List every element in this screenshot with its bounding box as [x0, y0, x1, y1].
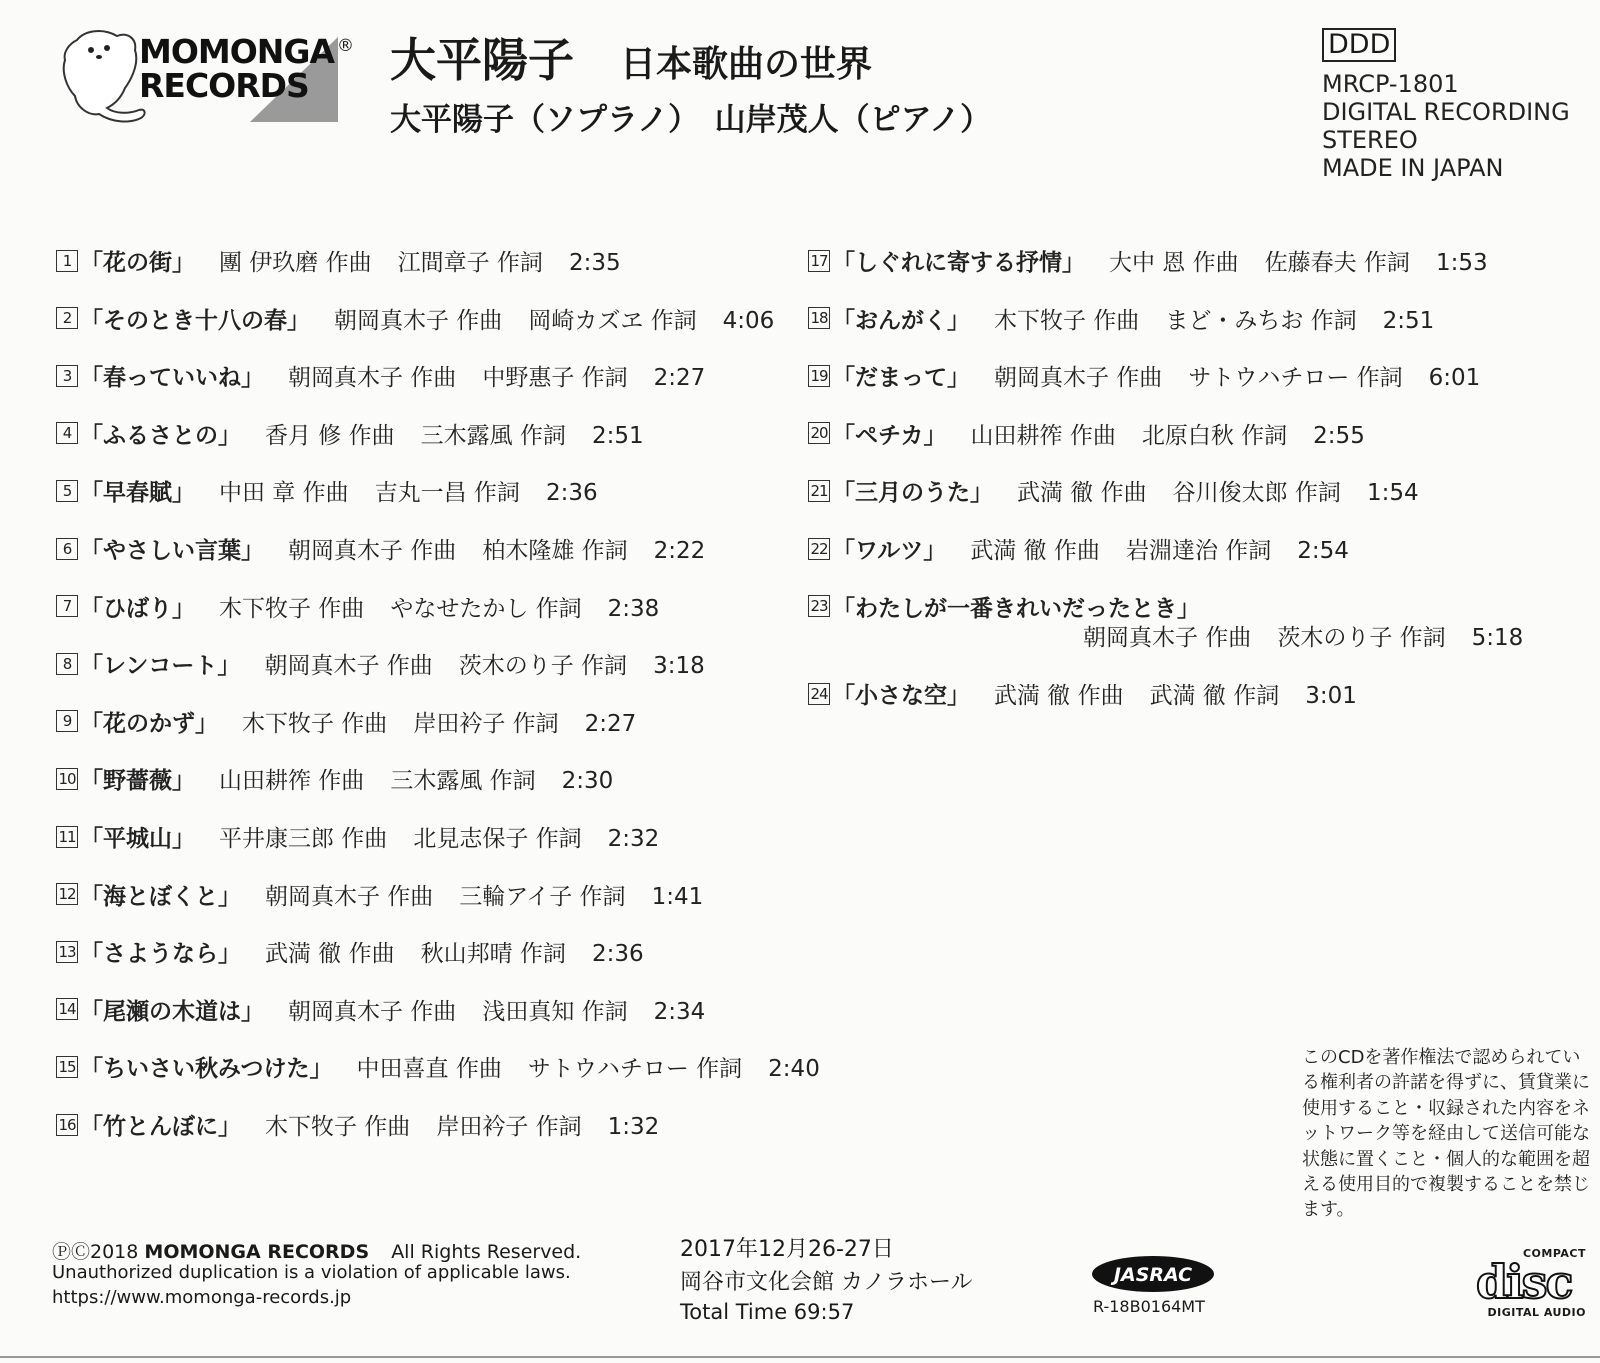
track-lyricist: 岡崎カズヱ 作詞 [528, 307, 697, 334]
track-row [56, 993, 705, 1026]
track-time: 2:27 [584, 710, 637, 737]
track-number: 11 [56, 826, 78, 848]
track-composer: 朝岡真木子 作曲 [1083, 624, 1252, 651]
track-title: 「ペチカ」 [832, 422, 947, 449]
track-composer: 團 伊玖磨 作曲 [219, 250, 372, 276]
track-title: 「わたしが一番きれいだったとき」 [832, 595, 1200, 622]
track-time: 2:54 [1297, 538, 1349, 564]
track-title: 「ワルツ」 [832, 538, 947, 564]
track-number: 21 [808, 480, 830, 502]
track-title: 「やさしい言葉」 [80, 538, 264, 564]
track-lyricist: 三輪アイ子 作詞 [459, 883, 626, 910]
track-title: 「花の街」 [80, 250, 195, 276]
track-row [56, 532, 705, 565]
catalog-number: MRCP-1801 [1322, 70, 1459, 98]
track-time: 2:40 [768, 1056, 820, 1083]
track-row [56, 244, 621, 277]
track-time: 2:51 [1382, 307, 1435, 334]
track-composer: 朝岡真木子 作曲 [288, 998, 457, 1025]
track-number: 13 [56, 941, 78, 963]
track-lyricist: 秋山邦晴 作詞 [420, 941, 566, 968]
track-row [56, 820, 659, 853]
cd-digital-audio-text: DIGITAL AUDIO [1487, 1306, 1586, 1319]
track-title: 「竹とんぼに」 [80, 1114, 241, 1140]
track-time: 2:27 [653, 365, 706, 392]
track-number: 15 [56, 1056, 78, 1078]
track-number: 3 [56, 365, 78, 387]
track-number: 1 [56, 250, 78, 272]
track-number: 6 [56, 538, 78, 560]
track-number: 8 [56, 653, 78, 675]
cd-disc-text: disc [1476, 1255, 1572, 1309]
track-composer: 朝岡真木子 作曲 [265, 883, 434, 910]
track-time: 1:32 [607, 1114, 660, 1140]
track-row [56, 417, 644, 450]
track-row [808, 417, 1365, 450]
track-lyricist: 柏木隆雄 作詞 [482, 538, 628, 564]
track-time: 2:38 [607, 595, 660, 622]
track-number: 20 [808, 422, 830, 444]
track-title: 「花のかず」 [80, 710, 218, 737]
unauthorized-warning: Unauthorized duplication is a violation of applicable laws. [52, 1262, 571, 1283]
track-row [56, 1108, 659, 1141]
track-number: 5 [56, 480, 78, 502]
jasrac-logo-text: JASRAC [1113, 1264, 1193, 1286]
track-lyricist: 武満 徹 作詞 [1149, 683, 1280, 710]
track-row [56, 647, 705, 680]
track-row [56, 302, 774, 335]
track-time: 4:06 [722, 307, 775, 334]
track-composer: 平井康三郎 作曲 [219, 826, 388, 852]
track-row [56, 878, 703, 911]
track-number: 17 [808, 250, 830, 272]
track-composer: 香月 修 作曲 [265, 422, 395, 449]
track-row [808, 532, 1349, 565]
album-subtitle: 日本歌曲の世界 [620, 44, 873, 85]
recording-type: DIGITAL RECORDING [1322, 98, 1570, 126]
track-title: 「レンコート」 [80, 653, 241, 680]
track-composer: 木下牧子 作曲 [242, 710, 388, 737]
track-lyricist: 岩淵達治 作詞 [1125, 538, 1272, 564]
track-time: 2:34 [653, 998, 706, 1025]
rights-text: All Rights Reserved. [391, 1241, 582, 1263]
track-time: 6:01 [1428, 365, 1481, 392]
track-time: 2:36 [591, 941, 644, 968]
track-row [56, 762, 613, 795]
logo-line-2: RECORDS [139, 66, 309, 105]
track-row [808, 302, 1434, 335]
track-composer: 朝岡真木子 作曲 [288, 365, 457, 392]
track-title: 「尾瀬の木道は」 [80, 998, 264, 1025]
website-url: https://www.momonga-records.jp [52, 1287, 352, 1308]
track-time: 2:51 [591, 422, 644, 449]
track-time: 2:55 [1313, 422, 1365, 449]
jasrac-code: R-18B0164MT [1093, 1297, 1205, 1316]
track-time: 1:41 [651, 883, 704, 910]
track-number: 24 [808, 683, 830, 705]
track-lyricist: サトウハチロー 作詞 [1188, 365, 1403, 392]
album-artist-title: 大平陽子 [390, 33, 574, 87]
track-time: 1:54 [1366, 480, 1419, 507]
track-number: 12 [56, 883, 78, 905]
track-row [56, 474, 598, 507]
track-composer: 山田耕筰 作曲 [219, 768, 365, 795]
track-composer: 武満 徹 作曲 [265, 941, 395, 968]
track-lyricist: やなせたかし 作詞 [390, 595, 582, 622]
track-title: 「早春賦」 [80, 480, 195, 507]
origin-label: MADE IN JAPAN [1322, 154, 1504, 182]
track-composer: 朝岡真木子 作曲 [264, 653, 433, 680]
track-number: 22 [808, 538, 830, 560]
logo-line-1: MOMONGA [139, 32, 335, 71]
track-time: 2:30 [561, 768, 614, 795]
track-time: 2:35 [568, 250, 621, 276]
track-row [56, 1050, 820, 1083]
recording-date: 2017年12月26-27日 [680, 1237, 894, 1262]
track-composer: 武満 徹 作曲 [970, 538, 1100, 564]
track-composer: 山田耕筰 作曲 [970, 422, 1116, 449]
track-lyricist: 北見志保子 作詞 [413, 826, 582, 852]
track-number: 19 [808, 365, 830, 387]
track-title: 「三月のうた」 [832, 480, 993, 507]
track-composer: 朝岡真木子 作曲 [334, 307, 503, 334]
performers: 大平陽子（ソプラノ） 山岸茂人（ピアノ） [390, 102, 992, 138]
track-row-continuation [1083, 619, 1523, 652]
track-title: 「ひばり」 [80, 595, 195, 622]
total-time: Total Time 69:57 [680, 1300, 855, 1324]
track-composer: 中田喜直 作曲 [356, 1056, 502, 1083]
momonga-records-logo [55, 22, 355, 132]
track-time: 2:22 [653, 538, 706, 564]
copyright-notice: このCDを著作権法で認められている権利者の許諾を得ずに、賃貸業に使用すること・収録された内容をネットワーク等を経由して送信可能な状態に置くこと・個人的な範囲を超える使用目的で複製することを禁じます。 [1302, 1047, 1590, 1221]
bottom-edge-divider [0, 1356, 1600, 1358]
track-number: 18 [808, 307, 830, 329]
track-row [808, 677, 1357, 710]
track-row [808, 474, 1419, 507]
track-lyricist: 岸田衿子 作詞 [413, 710, 559, 737]
track-number: 23 [808, 595, 830, 617]
track-title: 「平城山」 [80, 826, 195, 852]
track-title: 「しぐれに寄する抒情」 [832, 250, 1085, 276]
track-number: 4 [56, 422, 78, 444]
track-title: 「だまって」 [832, 365, 970, 392]
copyright-prefix: ⓅⒸ2018 [52, 1241, 139, 1263]
track-row [56, 935, 644, 968]
track-lyricist: 谷川俊太郎 作詞 [1172, 480, 1341, 507]
track-number: 10 [56, 768, 78, 790]
track-title: 「ふるさとの」 [80, 422, 241, 449]
track-lyricist: 三木露風 作詞 [390, 768, 536, 795]
track-composer: 中田 章 作曲 [219, 480, 349, 507]
track-composer: 大中 恩 作曲 [1109, 250, 1239, 276]
track-number: 7 [56, 595, 78, 617]
track-row [808, 359, 1480, 392]
track-lyricist: まど・みちお 作詞 [1165, 307, 1357, 334]
track-lyricist: 茨木のり子 作詞 [458, 653, 628, 680]
track-composer: 木下牧子 作曲 [994, 307, 1140, 334]
ddd-badge: DDD [1322, 28, 1396, 62]
track-lyricist: 北原白秋 作詞 [1141, 422, 1288, 449]
track-lyricist: 浅田真知 作詞 [482, 998, 628, 1025]
track-lyricist: 岸田衿子 作詞 [436, 1114, 582, 1140]
track-title: 「ちいさい秋みつけた」 [80, 1056, 333, 1083]
track-number: 9 [56, 710, 78, 732]
track-lyricist: 江間章子 作詞 [397, 250, 543, 276]
recording-venue: 岡谷市文化会館 カノラホール [680, 1270, 973, 1295]
label-name: MOMONGA RECORDS [144, 1241, 370, 1263]
track-row [56, 705, 636, 738]
track-number: 2 [56, 307, 78, 329]
jasrac-logo [1090, 1254, 1216, 1294]
track-row [56, 590, 659, 623]
track-lyricist: サトウハチロー 作詞 [527, 1056, 743, 1083]
track-time: 2:36 [545, 480, 598, 507]
track-row [56, 359, 705, 392]
track-title: 「おんがく」 [832, 307, 970, 334]
track-lyricist: 三木露風 作詞 [420, 422, 566, 449]
track-time: 1:53 [1435, 250, 1488, 276]
cd-compact-text: COMPACT [1522, 1247, 1586, 1260]
track-composer: 朝岡真木子 作曲 [288, 538, 457, 564]
track-row [808, 244, 1488, 277]
track-time: 3:18 [653, 653, 705, 680]
compact-disc-logo [1470, 1247, 1588, 1319]
track-composer: 木下牧子 作曲 [265, 1114, 411, 1140]
track-composer: 武満 徹 作曲 [1017, 480, 1147, 507]
registered-mark: ® [337, 36, 354, 56]
track-title: 「春っていいね」 [80, 365, 264, 392]
track-lyricist: 中野惠子 作詞 [482, 365, 628, 392]
copyright-line [52, 1237, 581, 1264]
track-title: 「海とぼくと」 [80, 883, 241, 910]
track-composer: 朝岡真木子 作曲 [994, 365, 1163, 392]
track-number: 14 [56, 998, 78, 1020]
track-time: 2:32 [607, 826, 660, 852]
track-title: 「小さな空」 [832, 683, 970, 710]
track-time: 5:18 [1471, 624, 1524, 651]
track-lyricist: 茨木のり子 作詞 [1277, 624, 1446, 651]
track-lyricist: 吉丸一昌 作詞 [374, 480, 520, 507]
track-time: 3:01 [1305, 683, 1357, 710]
track-title: 「そのとき十八の春」 [80, 307, 310, 334]
stereo-label: STEREO [1322, 126, 1418, 154]
track-number: 16 [56, 1114, 78, 1136]
track-composer: 武満 徹 作曲 [994, 683, 1124, 710]
track-title: 「野薔薇」 [80, 768, 195, 795]
track-composer: 木下牧子 作曲 [219, 595, 365, 622]
track-title: 「さようなら」 [80, 941, 241, 968]
track-lyricist: 佐藤春夫 作詞 [1264, 250, 1410, 276]
